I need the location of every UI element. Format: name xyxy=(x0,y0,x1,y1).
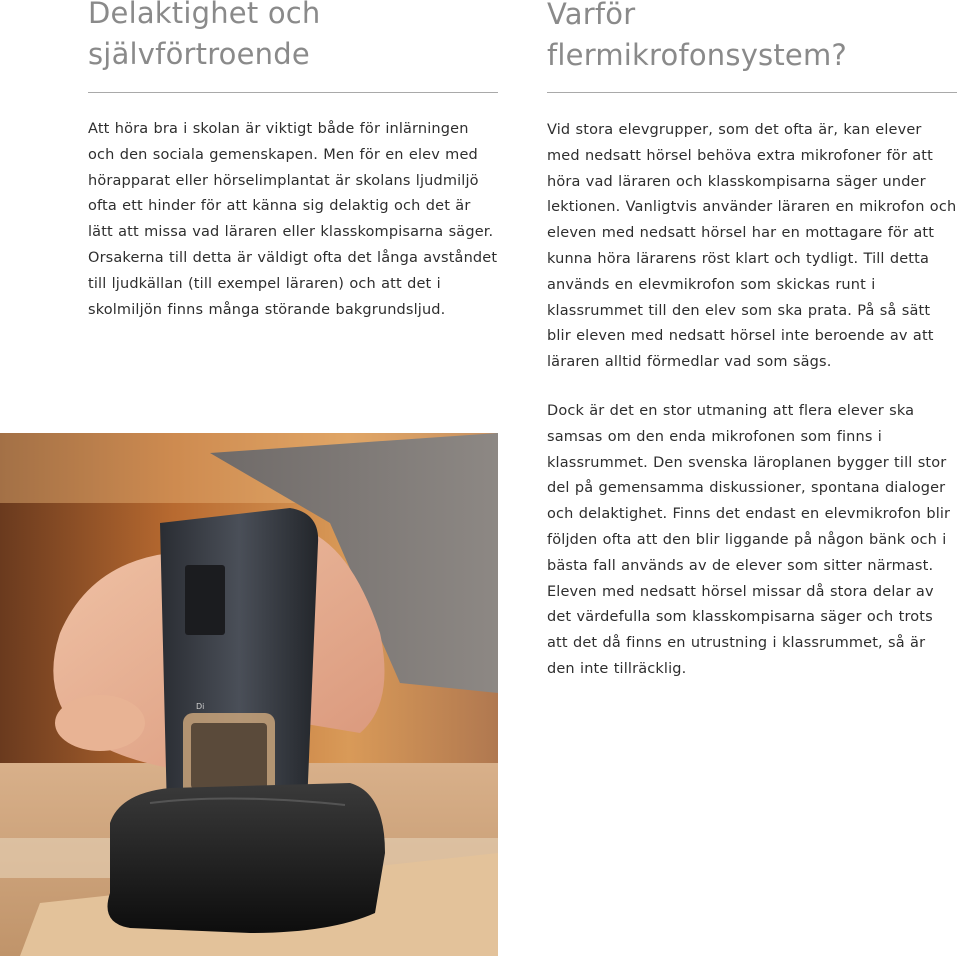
heading-line-2: självförtroende xyxy=(88,37,310,71)
heading-varfor xyxy=(547,0,847,76)
left-divider xyxy=(88,92,498,93)
right-paragraph-2: Dock är det en stor utmaning att flera elever ska samsas om den enda mikrofonen som finns i klassrummet. Den svenska läroplanen bygger till stor del på gemensamma diskussioner, spontana dialoger och delaktighet. Finns det endast en elevmikrofon blir följden ofta att den blir liggande på någon bänk och i bästa fall används av de elever som sitter närmast. Eleven med nedsatt hörsel missar då stora delar av det värdefulla som klasskompisarna säger och trots att det då finns en utrustning i klassrummet, så är den inte tillräcklig. xyxy=(547,403,951,677)
right-divider xyxy=(547,92,957,93)
left-paragraph: Att höra bra i skolan är viktigt både för inlärningen och den sociala gemenskapen. Men för en elev med hörapparat eller hörselimplantat är skolans ljudmiljö ofta ett hinder för att känna sig delaktig och det är lätt att missa vad läraren eller klasskompisarna säger. Orsakerna till detta är väldigt ofta det långa avståndet till ljudkällan (till exempel läraren) och att det i skolmiljön finns många störande bakgrundsljud. xyxy=(88,121,498,318)
heading-line-2: flermikrofonsystem? xyxy=(547,38,848,72)
photo-microphone-charger xyxy=(0,433,498,956)
heading-delaktighet xyxy=(88,0,321,75)
heading-line-1: Varför xyxy=(547,0,636,31)
device-label: Di xyxy=(196,702,205,711)
heading-line-1: Delaktighet och xyxy=(88,0,321,30)
right-paragraph-1: Vid stora elevgrupper, som det ofta är, kan elever med nedsatt hörsel behöva extra mikrofoner för att höra vad läraren och klasskompisarna säger under lektionen. Vanligtvis använder läraren en mikrofon och eleven med nedsatt hörsel har en mottagare för att kunna höra lärarens röst klart och tydligt. Till detta används en elevmikrofon som skickas runt i klassrummet till den elev som ska prata. På så sätt blir eleven med nedsatt hörsel inte beroende av att läraren alltid förmedlar vad som sägs. xyxy=(547,122,957,371)
